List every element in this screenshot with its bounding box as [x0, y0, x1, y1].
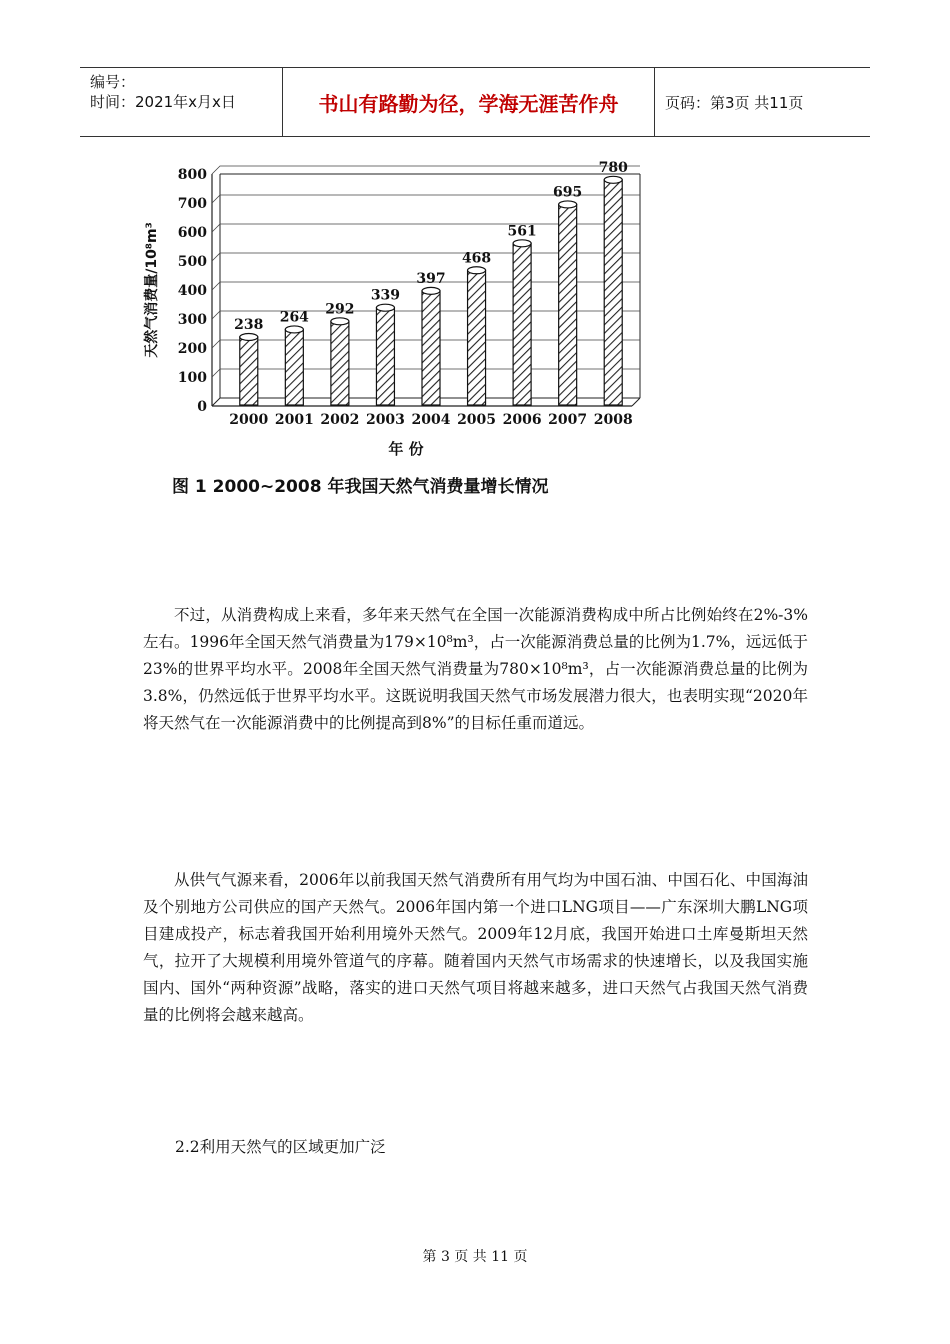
bar-cap: [240, 333, 258, 340]
y-tick-label: 700: [177, 196, 207, 212]
data-label: 339: [370, 287, 401, 304]
page-footer: 第 3 页 共 11 页: [422, 1249, 528, 1265]
y-tick-label: 0: [197, 399, 207, 415]
chart-floor-edge: [632, 398, 640, 406]
chart-svg: [140, 152, 660, 512]
bar: [240, 337, 258, 405]
page-label: 页码：第3页 共11页: [665, 93, 804, 112]
x-tick-label: 2008: [593, 412, 633, 428]
data-label: 695: [553, 184, 583, 201]
bar-cap: [285, 326, 303, 333]
chart-title: 图 1 2000~2008 年我国天然气消费量增长情况: [172, 477, 549, 497]
y-tick-label: 500: [177, 254, 207, 270]
bar-cap: [422, 287, 440, 294]
data-label: 397: [416, 270, 446, 287]
y-tick-label: 600: [177, 225, 207, 241]
x-tick-label: 2001: [274, 412, 314, 428]
x-tick-label: 2003: [365, 412, 405, 428]
bar: [285, 329, 303, 405]
data-label: 238: [234, 316, 264, 333]
chart-frame-left: [212, 174, 220, 406]
x-axis-label: 年 份: [388, 440, 424, 458]
data-label: 561: [507, 223, 537, 240]
bar: [331, 321, 349, 405]
data-label: 780: [598, 159, 628, 176]
paragraph-consumption-structure: 不过，从消费构成上来看，多年来天然气在全国一次能源消费构成中所占比例始终在2%-3%左右。1996年全国天然气消费量为179×10⁸m³，占一次能源消费总量的比例为1.7%，远远低于23%的世界平均水平。2008年全国天然气消费量为780×10⁸m³，占一次能源消费总量的比例为3.8%，仍然远低于世界平均水平。这既说明我国天然气市场发展潜力很大，也表明实现“2020年将天然气在一次能源消费中的比例提高到8%”的目标任重而道远。: [143, 606, 808, 732]
bar-cap: [376, 304, 394, 311]
paragraph-gas-supply: 从供气气源来看，2006年以前我国天然气消费所有用气均为中国石油、中国石化、中国海油及个别地方公司供应的国产天然气。2006年国内第一个进口LNG项目——广东深圳大鹏LNG项目建成投产，标志着我国开始利用境外天然气。2009年12月底，我国开始进口土库曼斯坦天然气，拉开了大规模利用境外管道气的序幕。随着国内天然气市场需求的快速增长，以及我国实施国内、国外“两种资源”战略，落实的进口天然气项目将越来越多，进口天然气占我国天然气消费量的比例将会越来越高。: [143, 871, 808, 1024]
y-tick-label: 100: [177, 370, 207, 386]
bar-cap: [331, 318, 349, 325]
y-axis-label: 天然气消费量/10⁸m³: [144, 222, 160, 358]
data-label: 292: [325, 301, 355, 318]
x-tick-label: 2004: [411, 412, 451, 428]
data-label: 468: [461, 250, 492, 267]
y-tick-label: 800: [177, 167, 207, 183]
consumption-chart: [140, 152, 660, 512]
x-tick-label: 2002: [320, 412, 360, 428]
bar: [513, 243, 531, 405]
bar: [559, 204, 577, 405]
bar: [376, 308, 394, 405]
gridline: [212, 166, 640, 174]
bar-cap: [468, 267, 486, 274]
x-tick-label: 2000: [229, 412, 269, 428]
date-label: 时间：2021年x月x日: [90, 93, 236, 111]
bar: [468, 270, 486, 405]
y-tick-label: 400: [177, 283, 207, 299]
x-tick-label: 2005: [457, 412, 497, 428]
bar: [604, 180, 622, 405]
bar-cap: [513, 240, 531, 247]
motto: 书山有路勤为径，学海无涯苦作舟: [282, 68, 655, 136]
bar: [422, 291, 440, 405]
header-table: [80, 67, 870, 137]
y-tick-label: 200: [177, 341, 207, 357]
number-label: 编号：: [90, 73, 136, 91]
x-tick-label: 2007: [548, 412, 588, 428]
section-heading: 2.2利用天然气的区域更加广泛: [175, 1138, 386, 1156]
header-left-cell: [80, 68, 282, 136]
y-tick-label: 300: [177, 312, 207, 328]
bar-cap: [559, 201, 577, 208]
data-label: 264: [279, 309, 309, 326]
x-tick-label: 2006: [502, 412, 542, 428]
bar-cap: [604, 176, 622, 183]
